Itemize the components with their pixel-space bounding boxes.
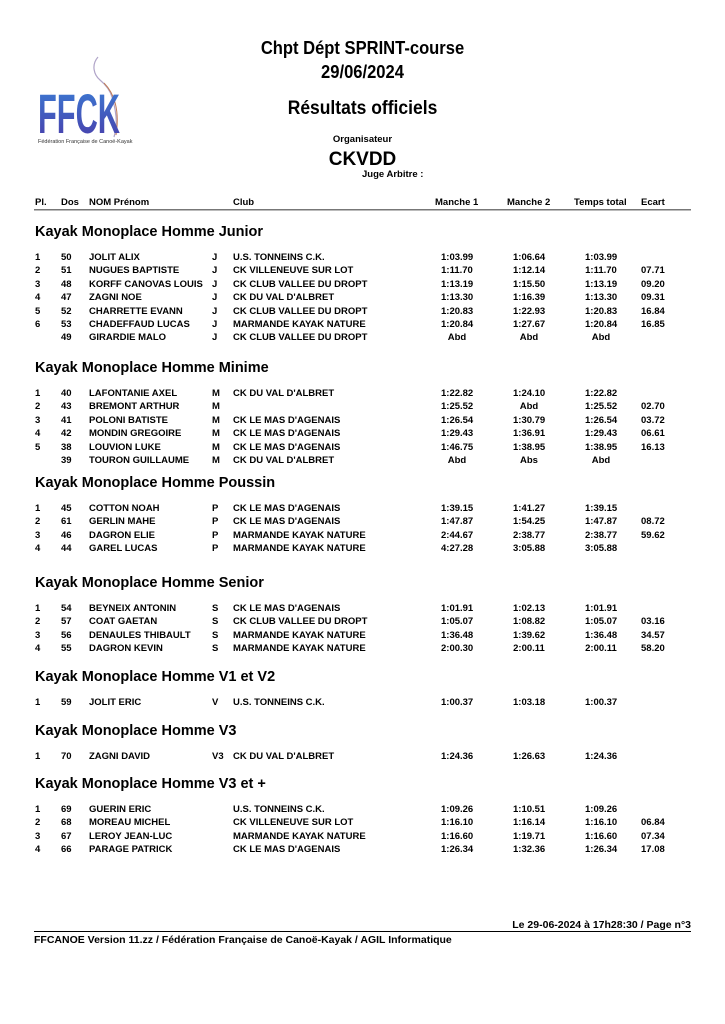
athlete-name: GAREL LUCAS: [89, 543, 158, 555]
club: U.S. TONNEINS C.K.: [233, 252, 325, 263]
result-row: [0, 616, 725, 629]
bib: 39: [61, 455, 72, 466]
bib: 51: [61, 265, 72, 277]
athlete-name: LOUVION LUKE: [89, 441, 161, 453]
result-row: [0, 292, 725, 305]
gap: 09.31: [641, 292, 665, 304]
result-row: [0, 332, 725, 345]
bib: 41: [61, 414, 72, 426]
run1-time: 1:46.75: [441, 441, 474, 453]
bib: 45: [61, 503, 72, 514]
athlete-name: LEROY JEAN-LUC: [89, 830, 173, 842]
place: 2: [35, 817, 41, 829]
run1-time: 1:22.82: [441, 388, 474, 399]
category-title: Kayak Monoplace Homme Poussin: [35, 475, 276, 491]
result-row: [0, 415, 725, 428]
run1-time: 1:13.30: [441, 292, 474, 304]
athlete-name: JOLIT ERIC: [89, 697, 142, 708]
total-time: 1:01.91: [585, 603, 618, 614]
run2-time: 1:12.14: [513, 265, 546, 277]
software-credit: FFCANOE Version 11.zz / Fédération Française de Canoë-Kayak / AGIL Informatique: [34, 934, 452, 946]
logo-text: FFCK: [38, 82, 120, 145]
athlete-name: LAFONTANIE AXEL: [89, 388, 178, 399]
run1-time: Abd: [447, 332, 467, 344]
run1-time: 4:27.28: [441, 543, 474, 555]
bib: 52: [61, 305, 72, 317]
athlete-name: KORFF CANOVAS LOUIS: [89, 278, 203, 290]
total-time: 1:24.36: [585, 751, 618, 762]
age-class: P: [212, 516, 219, 528]
club: CK CLUB VALLEE DU DROPT: [233, 332, 368, 344]
total-time: 1:26.54: [585, 414, 618, 426]
run1-time: 1:29.43: [441, 428, 474, 440]
total-time: 1:38.95: [585, 441, 618, 453]
place: 1: [35, 388, 41, 399]
bib: 53: [61, 319, 72, 330]
place: 1: [35, 697, 41, 708]
run1-time: 1:16.10: [441, 817, 474, 829]
bib: 69: [61, 804, 72, 815]
run1-time: 1:11.70: [441, 265, 473, 277]
result-row: [0, 455, 725, 468]
category-title: Kayak Monoplace Homme Minime: [35, 360, 269, 376]
club: CK LE MAS D'AGENAIS: [233, 844, 341, 856]
gap: 07.34: [641, 830, 665, 842]
gap: 34.57: [641, 629, 665, 641]
event-title: Chpt Dépt SPRINT-course: [260, 38, 465, 58]
run2-time: 1:54.25: [513, 516, 546, 528]
place: 3: [35, 278, 41, 290]
total-time: 1:09.26: [585, 804, 618, 815]
run2-time: 1:32.36: [513, 844, 546, 856]
place: 1: [35, 751, 41, 762]
bib: 46: [61, 529, 72, 541]
athlete-name: GUERIN ERIC: [89, 804, 152, 815]
bib: 43: [61, 401, 72, 413]
gap: 06.84: [641, 817, 665, 829]
club: CK DU VAL D'ALBRET: [233, 388, 335, 399]
age-class: S: [212, 643, 219, 655]
run2-time: 1:19.71: [513, 830, 546, 842]
total-time: Abd: [591, 455, 611, 466]
run2-time: 1:36.91: [513, 428, 546, 440]
gap: 16.84: [641, 305, 665, 317]
col-header-total: Temps total: [574, 197, 627, 208]
age-class: J: [212, 252, 218, 263]
place: 1: [35, 603, 41, 614]
bib: 40: [61, 388, 72, 399]
total-time: 1:22.82: [585, 388, 618, 399]
club: CK VILLENEUVE SUR LOT: [233, 817, 354, 829]
document-title: Résultats officiels: [287, 98, 438, 119]
club: CK CLUB VALLEE DU DROPT: [233, 616, 368, 628]
place: 2: [35, 401, 41, 413]
place: 4: [35, 292, 41, 304]
col-header-club: Club: [233, 197, 255, 208]
club: CK LE MAS D'AGENAIS: [233, 503, 341, 514]
bib: 70: [61, 751, 72, 762]
total-time: 1:36.48: [585, 629, 618, 641]
result-row: [0, 516, 725, 529]
result-row: [0, 428, 725, 441]
gap: 17.08: [641, 844, 665, 856]
athlete-name: COAT GAETAN: [89, 616, 158, 628]
club: U.S. TONNEINS C.K.: [233, 697, 325, 708]
place: 4: [35, 844, 41, 856]
place: 3: [35, 830, 41, 842]
athlete-name: JOLIT ALIX: [89, 252, 140, 263]
bib: 42: [61, 428, 72, 440]
run2-time: 2:38.77: [513, 529, 546, 541]
run1-time: 1:09.26: [441, 804, 474, 815]
run2-time: 1:27.67: [513, 319, 546, 330]
result-row: [0, 697, 725, 710]
club: CK LE MAS D'AGENAIS: [233, 516, 341, 528]
age-class: M: [212, 401, 220, 413]
club: MARMANDE KAYAK NATURE: [233, 319, 366, 330]
judge-label: Juge Arbitre :: [362, 169, 424, 180]
age-class: J: [212, 278, 218, 290]
total-time: 2:00.11: [585, 643, 617, 655]
athlete-name: CHARRETTE EVANN: [89, 305, 183, 317]
age-class: M: [212, 428, 220, 440]
run2-time: 1:02.13: [513, 603, 546, 614]
gap: 16.13: [641, 441, 665, 453]
athlete-name: MOREAU MICHEL: [89, 817, 171, 829]
result-row: [0, 319, 725, 332]
run2-time: 1:38.95: [513, 441, 546, 453]
col-header-place: Pl.: [35, 197, 47, 208]
club: MARMANDE KAYAK NATURE: [233, 629, 366, 641]
age-class: S: [212, 629, 219, 641]
athlete-name: GERLIN MAHE: [89, 516, 156, 528]
total-time: 1:13.19: [585, 278, 618, 290]
bib: 66: [61, 844, 72, 856]
total-time: 1:00.37: [585, 697, 618, 708]
athlete-name: ZAGNI DAVID: [89, 751, 151, 762]
gap: 16.85: [641, 319, 665, 330]
bib: 48: [61, 278, 72, 290]
club: CK LE MAS D'AGENAIS: [233, 428, 341, 440]
total-time: 1:26.34: [585, 844, 618, 856]
category-title: Kayak Monoplace Homme V1 et V2: [35, 669, 276, 685]
run2-time: Abd: [519, 332, 539, 344]
athlete-name: BREMONT ARTHUR: [89, 401, 180, 413]
col-header-run2: Manche 2: [507, 197, 551, 208]
place: 4: [35, 643, 41, 655]
age-class: J: [212, 332, 218, 344]
age-class: S: [212, 603, 219, 614]
result-row: [0, 442, 725, 455]
gap: 59.62: [641, 529, 665, 541]
result-row: [0, 844, 725, 857]
club: CK LE MAS D'AGENAIS: [233, 441, 341, 453]
run2-time: 2:00.11: [513, 643, 545, 655]
club: CK VILLENEUVE SUR LOT: [233, 265, 354, 277]
age-class: S: [212, 616, 219, 628]
run2-time: 1:24.10: [513, 388, 546, 399]
place: 4: [35, 543, 41, 555]
run2-time: 1:08.82: [513, 616, 546, 628]
club: CK CLUB VALLEE DU DROPT: [233, 305, 368, 317]
run1-time: 1:00.37: [441, 697, 474, 708]
age-class: V: [212, 697, 219, 708]
run2-time: 1:06.64: [513, 252, 546, 263]
bib: 61: [61, 516, 72, 528]
age-class: P: [212, 503, 219, 514]
bib: 56: [61, 629, 72, 641]
age-class: M: [212, 388, 220, 399]
total-time: 1:29.43: [585, 428, 618, 440]
category-title: Kayak Monoplace Homme Junior: [35, 224, 264, 240]
place: 5: [35, 305, 41, 317]
athlete-name: MONDIN GREGOIRE: [89, 428, 182, 440]
gap: 06.61: [641, 428, 665, 440]
total-time: 1:39.15: [585, 503, 618, 514]
total-time: 1:16.10: [585, 817, 618, 829]
total-time: 1:20.84: [585, 319, 618, 330]
result-row: [0, 751, 725, 764]
club: U.S. TONNEINS C.K.: [233, 804, 325, 815]
total-time: 1:13.30: [585, 292, 618, 304]
result-row: [0, 603, 725, 616]
age-class: M: [212, 455, 220, 466]
place: 2: [35, 616, 41, 628]
run1-time: 1:01.91: [441, 603, 474, 614]
total-time: 3:05.88: [585, 543, 618, 555]
gap: 03.72: [641, 414, 665, 426]
run2-time: 1:16.39: [513, 292, 546, 304]
athlete-name: DAGRON KEVIN: [89, 643, 163, 655]
run2-time: 1:22.93: [513, 305, 546, 317]
age-class: M: [212, 414, 220, 426]
place: 1: [35, 804, 41, 815]
athlete-name: COTTON NOAH: [89, 503, 160, 514]
result-row: [0, 817, 725, 830]
age-class: J: [212, 292, 218, 304]
footer-divider: [34, 931, 691, 932]
run1-time: 1:26.34: [441, 844, 474, 856]
gap: 08.72: [641, 516, 665, 528]
run1-time: 1:47.87: [441, 516, 474, 528]
result-row: [0, 630, 725, 643]
result-row: [0, 388, 725, 401]
header-divider: [34, 209, 691, 211]
bib: 47: [61, 292, 72, 304]
organizer-label: Organisateur: [332, 134, 393, 145]
place: 4: [35, 428, 41, 440]
bib: 38: [61, 441, 72, 453]
place: 3: [35, 629, 41, 641]
age-class: J: [212, 319, 218, 330]
age-class: M: [212, 441, 220, 453]
total-time: 1:25.52: [585, 401, 618, 413]
run1-time: 1:16.60: [441, 830, 474, 842]
result-row: [0, 306, 725, 319]
run2-time: 1:41.27: [513, 503, 546, 514]
run1-time: 1:13.19: [441, 278, 474, 290]
athlete-name: DAGRON ELIE: [89, 529, 155, 541]
result-row: [0, 530, 725, 543]
bib: 59: [61, 697, 72, 708]
run1-time: 1:24.36: [441, 751, 474, 762]
age-class: J: [212, 265, 218, 277]
run2-time: 1:15.50: [513, 278, 546, 290]
bib: 49: [61, 332, 72, 344]
age-class: P: [212, 529, 219, 541]
result-row: [0, 252, 725, 265]
total-time: 1:47.87: [585, 516, 618, 528]
organizer-name: CKVDD: [328, 149, 397, 170]
result-row: [0, 503, 725, 516]
club: CK LE MAS D'AGENAIS: [233, 603, 341, 614]
result-row: [0, 804, 725, 817]
club: CK DU VAL D'ALBRET: [233, 455, 335, 466]
club: CK DU VAL D'ALBRET: [233, 292, 335, 304]
run2-time: Abd: [519, 401, 539, 413]
club: MARMANDE KAYAK NATURE: [233, 643, 366, 655]
result-row: [0, 279, 725, 292]
total-time: 1:05.07: [585, 616, 618, 628]
age-class: P: [212, 543, 219, 555]
athlete-name: DENAULES THIBAULT: [89, 629, 191, 641]
athlete-name: TOURON GUILLAUME: [89, 455, 190, 466]
club: MARMANDE KAYAK NATURE: [233, 830, 366, 842]
total-time: 2:38.77: [585, 529, 618, 541]
run1-time: 1:26.54: [441, 414, 474, 426]
place: 5: [35, 441, 41, 453]
print-timestamp: Le 29-06-2024 à 17h28:30 / Page n°3: [512, 919, 691, 931]
place: 6: [35, 319, 41, 330]
club: MARMANDE KAYAK NATURE: [233, 529, 366, 541]
run1-time: 1:20.84: [441, 319, 474, 330]
logo-subtitle: Fédération Française de Canoë-Kayak: [38, 139, 133, 145]
bib: 67: [61, 830, 72, 842]
athlete-name: BEYNEIX ANTONIN: [89, 603, 177, 614]
result-row: [0, 265, 725, 278]
athlete-name: GIRARDIE MALO: [89, 332, 167, 344]
result-row: [0, 401, 725, 414]
age-class: J: [212, 305, 218, 317]
age-class: V3: [212, 751, 224, 762]
run1-time: 2:44.67: [441, 529, 474, 541]
run1-time: Abd: [447, 455, 467, 466]
run2-time: Abs: [520, 455, 538, 466]
run2-time: 1:26.63: [513, 751, 546, 762]
bib: 54: [61, 603, 72, 614]
total-time: Abd: [591, 332, 611, 344]
bib: 50: [61, 252, 72, 263]
result-row: [0, 831, 725, 844]
club: CK LE MAS D'AGENAIS: [233, 414, 341, 426]
gap: 58.20: [641, 643, 665, 655]
athlete-name: PARAGE PATRICK: [89, 844, 173, 856]
place: 1: [35, 252, 41, 263]
bib: 44: [61, 543, 72, 555]
athlete-name: NUGUES BAPTISTE: [89, 265, 180, 277]
place: 2: [35, 265, 41, 277]
gap: 09.20: [641, 278, 665, 290]
club: CK DU VAL D'ALBRET: [233, 751, 335, 762]
run1-time: 1:25.52: [441, 401, 474, 413]
bib: 57: [61, 616, 72, 628]
run1-time: 1:36.48: [441, 629, 474, 641]
category-title: Kayak Monoplace Homme Senior: [35, 575, 264, 591]
run1-time: 1:03.99: [441, 252, 474, 263]
gap: 07.71: [641, 265, 665, 277]
athlete-name: CHADEFFAUD LUCAS: [89, 319, 190, 330]
run2-time: 1:03.18: [513, 697, 546, 708]
athlete-name: ZAGNI NOE: [89, 292, 142, 304]
total-time: 1:20.83: [585, 305, 618, 317]
athlete-name: POLONI BATISTE: [89, 414, 168, 426]
place: 3: [35, 414, 41, 426]
run2-time: 3:05.88: [513, 543, 546, 555]
gap: 02.70: [641, 401, 665, 413]
run2-time: 1:39.62: [513, 629, 546, 641]
bib: 55: [61, 643, 72, 655]
gap: 03.16: [641, 616, 665, 628]
result-row: [0, 643, 725, 656]
total-time: 1:11.70: [585, 265, 617, 277]
total-time: 1:16.60: [585, 830, 618, 842]
run1-time: 1:05.07: [441, 616, 474, 628]
run1-time: 1:20.83: [441, 305, 474, 317]
place: 3: [35, 529, 41, 541]
col-header-bib: Dos: [61, 197, 79, 208]
place: 1: [35, 503, 41, 514]
col-header-run1: Manche 1: [435, 197, 479, 208]
result-row: [0, 543, 725, 556]
category-title: Kayak Monoplace Homme V3 et +: [35, 776, 266, 792]
club: CK CLUB VALLEE DU DROPT: [233, 278, 368, 290]
place: 2: [35, 516, 41, 528]
bib: 68: [61, 817, 72, 829]
event-date: 29/06/2024: [321, 62, 404, 82]
col-header-name: NOM Prénom: [89, 197, 150, 208]
run2-time: 1:16.14: [513, 817, 546, 829]
col-header-gap: Ecart: [641, 197, 665, 208]
total-time: 1:03.99: [585, 252, 618, 263]
run1-time: 2:00.30: [441, 643, 474, 655]
category-title: Kayak Monoplace Homme V3: [35, 723, 237, 739]
run2-time: 1:30.79: [513, 414, 546, 426]
run1-time: 1:39.15: [441, 503, 474, 514]
club: MARMANDE KAYAK NATURE: [233, 543, 366, 555]
run2-time: 1:10.51: [513, 804, 546, 815]
